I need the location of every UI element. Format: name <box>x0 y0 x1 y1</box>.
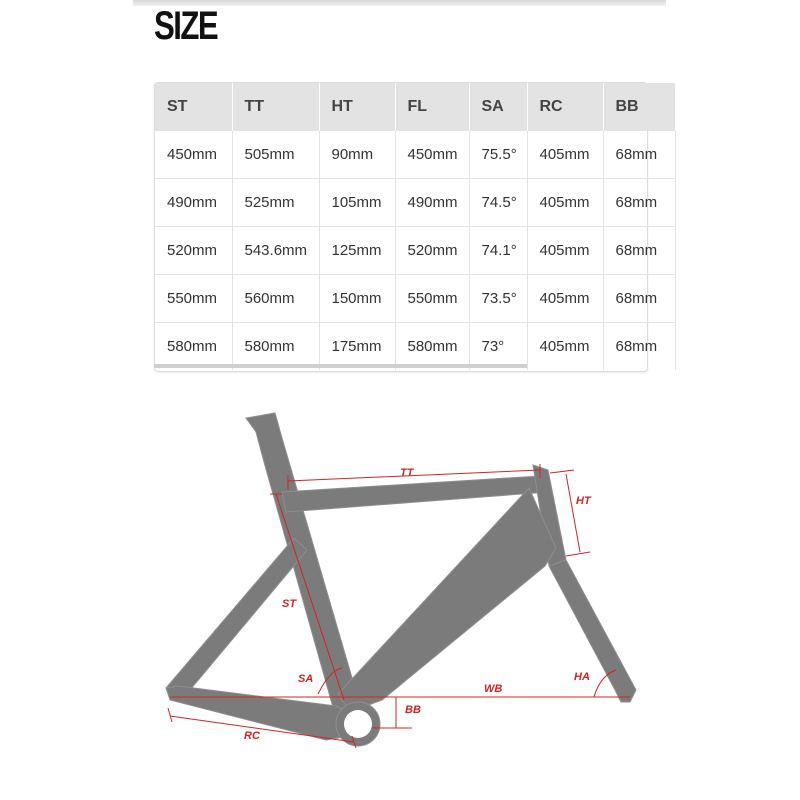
table-cell: 490mm <box>155 179 232 227</box>
rc-label: RC <box>244 730 260 742</box>
table-cell: 550mm <box>395 275 469 323</box>
table-cell: 580mm <box>232 323 319 371</box>
table-cell: 175mm <box>319 323 395 371</box>
header-sa: SA <box>469 83 527 131</box>
table-header-row <box>155 83 675 131</box>
table-cell: 543.6mm <box>232 227 319 275</box>
table-row <box>155 227 675 275</box>
header-bb: BB <box>603 83 675 131</box>
table-cell: 73.5° <box>469 275 527 323</box>
seat-stay <box>166 538 307 698</box>
table-cell: 68mm <box>603 323 675 371</box>
table-cell: 580mm <box>155 323 232 371</box>
table-cell: 68mm <box>603 227 675 275</box>
table-cell: 520mm <box>155 227 232 275</box>
page-title: SIZE <box>154 4 218 48</box>
tt-label: TT <box>400 467 414 479</box>
size-table-container[interactable] <box>154 82 658 372</box>
table-cell: 405mm <box>527 179 603 227</box>
wb-label: WB <box>484 683 503 695</box>
sa-label: SA <box>298 673 314 685</box>
table-row <box>155 275 675 323</box>
table-row <box>155 179 675 227</box>
table-cell: 450mm <box>395 131 469 179</box>
header-tt: TT <box>232 83 319 131</box>
table-cell: 405mm <box>527 323 603 371</box>
header-st: ST <box>155 83 232 131</box>
bottom-bracket-hole <box>344 710 372 738</box>
table-cell: 520mm <box>395 227 469 275</box>
fork <box>549 560 636 702</box>
table-cell: 405mm <box>527 131 603 179</box>
table-row <box>155 323 675 371</box>
ht-label: HT <box>576 495 591 507</box>
table-cell: 150mm <box>319 275 395 323</box>
table-cell: 550mm <box>155 275 232 323</box>
header-rc: RC <box>527 83 603 131</box>
ht-dimension-line <box>566 474 580 552</box>
table-cell: 490mm <box>395 179 469 227</box>
table-cell: 73° <box>469 323 527 371</box>
table-cell: 560mm <box>232 275 319 323</box>
ha-label: HA <box>574 671 590 683</box>
table-cell: 90mm <box>319 131 395 179</box>
table-cell: 74.1° <box>469 227 527 275</box>
table-cell: 105mm <box>319 179 395 227</box>
down-tube <box>338 488 556 712</box>
table-cell: 450mm <box>155 131 232 179</box>
table-cell: 405mm <box>527 227 603 275</box>
table-scrollbar[interactable] <box>154 364 527 368</box>
bike-frame <box>166 413 636 746</box>
st-label: ST <box>282 598 297 610</box>
table-cell: 125mm <box>319 227 395 275</box>
top-tube <box>282 476 548 512</box>
header-fl: FL <box>395 83 469 131</box>
chain-stay <box>166 686 356 740</box>
table-cell: 580mm <box>395 323 469 371</box>
table-cell: 68mm <box>603 179 675 227</box>
table-row <box>155 131 675 179</box>
st-dimension-line <box>276 494 344 700</box>
table-cell: 505mm <box>232 131 319 179</box>
header-ht: HT <box>319 83 395 131</box>
table-cell: 68mm <box>603 131 675 179</box>
table-cell: 405mm <box>527 275 603 323</box>
table-cell: 68mm <box>603 275 675 323</box>
bb-label: BB <box>405 704 421 716</box>
frame-geometry-diagram <box>0 400 800 760</box>
table-cell: 75.5° <box>469 131 527 179</box>
table-cell: 525mm <box>232 179 319 227</box>
table-cell: 74.5° <box>469 179 527 227</box>
size-table <box>155 83 676 370</box>
